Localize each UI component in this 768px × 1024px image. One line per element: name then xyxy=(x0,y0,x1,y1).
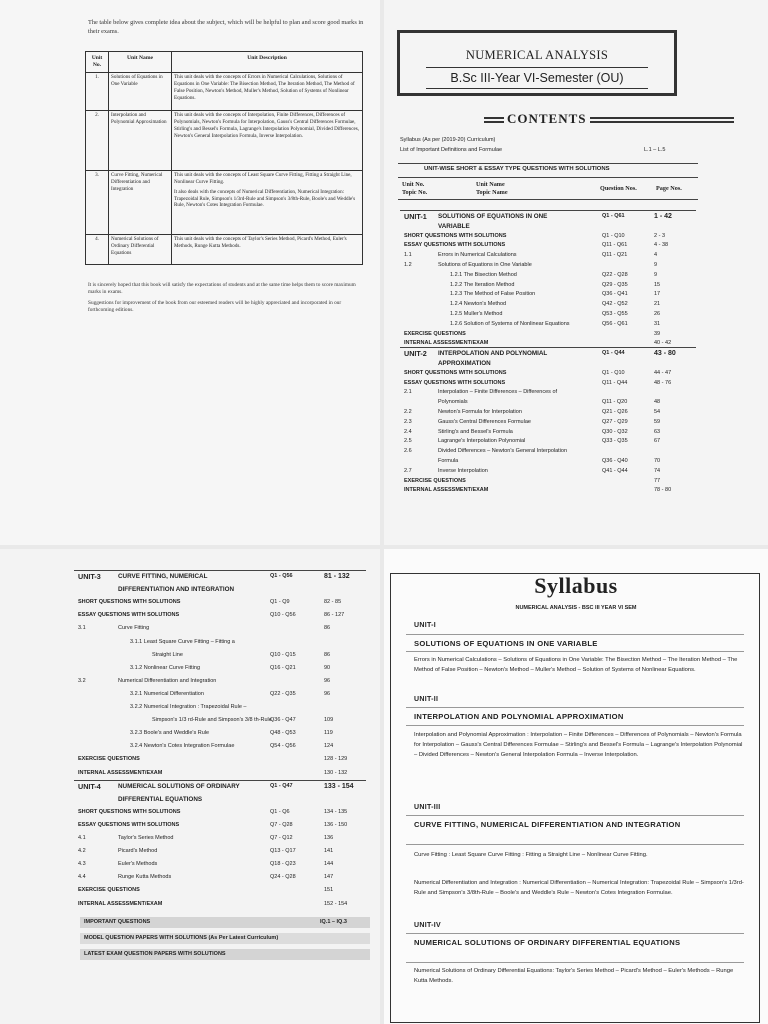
intro-text: The table below gives complete idea about the subject, which will be helpful to plan and score good marks in their exams. xyxy=(88,19,364,35)
col-unit-name: Unit Name xyxy=(109,52,172,73)
page-unit-overview xyxy=(0,0,380,545)
page-range: 48 xyxy=(654,399,661,406)
unit-description-part1: This unit deals with the concepts of Least Square Curve Fitting, Fitting a Straight Line, Nonlinear Curve Fitting. xyxy=(174,171,352,185)
question-range: Q1 - Q44 xyxy=(602,350,625,357)
page-range: 9 xyxy=(654,262,658,268)
topic-name: Lagrange's Interpolation Polynomial xyxy=(438,438,526,445)
unit-number: UNIT-4 xyxy=(78,781,101,791)
unit-no: 1. xyxy=(86,72,109,110)
question-range: Q1 - Q6 xyxy=(270,808,290,815)
topic-number: 3.1 xyxy=(78,625,86,632)
unit-title: DIFFERENTIAL EQUATIONS xyxy=(118,795,203,803)
page-syllabus xyxy=(384,549,768,1024)
question-range: Q7 - Q28 xyxy=(270,821,293,828)
section-label: SHORT QUESTIONS WITH SOLUTIONS xyxy=(78,808,181,815)
question-range: Q11 - Q21 xyxy=(602,252,628,259)
page-range: 2 - 3 xyxy=(654,232,666,239)
question-range: Q1 - Q10 xyxy=(602,232,625,239)
question-range: Q21 - Q26 xyxy=(602,409,628,415)
topic-number: 3.2 xyxy=(78,677,86,684)
page-range: 1 - 42 xyxy=(654,213,672,220)
contents-title: CONTENTS xyxy=(504,111,590,127)
topic-number: 2.4 xyxy=(404,428,412,435)
unit-title: CURVE FITTING, NUMERICAL DIFFERENTIATION AND INTEGRATION xyxy=(414,820,681,829)
section-label: EXERCISE QUESTIONS xyxy=(78,756,140,763)
page-range: 133 - 154 xyxy=(324,782,354,790)
page-range: 130 - 132 xyxy=(324,769,348,776)
section-label: EXERCISE QUESTIONS xyxy=(78,887,140,894)
topic-number: 2.3 xyxy=(404,418,412,425)
page-range: 74 xyxy=(654,467,661,474)
unit-label: UNIT-III xyxy=(414,804,441,811)
page-range: 119 xyxy=(324,730,333,737)
page-range: 39 xyxy=(654,330,661,337)
topic-name: Gauss's Central Differences Formulae xyxy=(438,418,531,425)
question-range: Q33 - Q35 xyxy=(602,438,628,445)
unit-title: SOLUTIONS OF EQUATIONS IN ONE xyxy=(438,213,548,220)
page-range: 82 - 85 xyxy=(324,599,342,606)
table-row xyxy=(86,110,363,170)
section-label: SHORT QUESTIONS WITH SOLUTIONS xyxy=(78,599,181,606)
page-range: 147 xyxy=(324,874,334,881)
unit-description: This unit deals with the concepts of Taylor's Series Method, Picard's Method, Euler's Methods, Runge Kutta Methods. xyxy=(172,234,363,264)
section-label: SHORT QUESTIONS WITH SOLUTIONS xyxy=(404,232,507,239)
page-range: 81 - 132 xyxy=(324,573,350,580)
question-range: Q30 - Q32 xyxy=(602,428,628,435)
divider xyxy=(398,199,698,200)
topic-name: 1.2.3 The Method of False Position xyxy=(450,291,536,298)
page-range: 151 xyxy=(324,887,334,894)
topic-name: Solutions of Equations in One Variable xyxy=(438,262,532,268)
page-range: 26 xyxy=(654,311,661,317)
unit-divider xyxy=(400,210,696,211)
page-range: 86 xyxy=(324,625,331,632)
question-range: Q1 - Q47 xyxy=(270,782,293,789)
page-contents xyxy=(384,0,768,545)
question-range: Q56 - Q61 xyxy=(602,320,628,327)
syllabus-title: Syllabus xyxy=(534,573,618,598)
table-row xyxy=(86,234,363,264)
page-range: 40 - 42 xyxy=(654,340,672,347)
topic-name: Formula xyxy=(438,458,459,464)
question-range: Q48 - Q53 xyxy=(270,730,296,737)
unit-label: UNIT-II xyxy=(414,696,439,703)
unit-number: UNIT-3 xyxy=(78,572,101,581)
question-range: Q11 - Q44 xyxy=(602,379,628,386)
topic-name: 1.2.4 Newton's Method xyxy=(450,301,507,308)
topic-number: 2.1 xyxy=(404,389,412,396)
col-page-nos: Page Nos. xyxy=(656,185,682,192)
question-range: Q53 - Q55 xyxy=(602,311,628,317)
unit-description-part2: It also deals with the concepts of Numerical Differentiation, Numerical Integration: Trapezoidal Rule, Simpson's 1/3rd-Rule and Simpson's 3/8th-Rule, Boole's and Weddle's Rule, Newton's Cotes Integration Formulae. xyxy=(174,188,356,209)
section-label: ESSAY QUESTIONS WITH SOLUTIONS xyxy=(404,242,506,249)
question-range: Q36 - Q41 xyxy=(602,291,628,298)
page-range: 128 - 129 xyxy=(324,756,348,763)
topic-name: Numerical Differentiation and Integration xyxy=(118,677,217,684)
divider xyxy=(398,163,698,164)
page-range: 124 xyxy=(324,743,334,750)
topic-name: Errors in Numerical Calculations xyxy=(438,252,517,259)
unit-no: 2. xyxy=(86,110,109,170)
question-range: Q22 - Q35 xyxy=(270,690,296,697)
page-range: 144 xyxy=(324,861,334,868)
unit-description xyxy=(172,170,363,234)
topic-name: 1.2.5 Muller's Method xyxy=(450,311,503,317)
topic-name: 1.2.2 The Iteration Method xyxy=(450,281,515,288)
table-row xyxy=(86,72,363,110)
question-range: Q41 - Q44 xyxy=(602,467,628,474)
section-label: ESSAY QUESTIONS WITH SOLUTIONS xyxy=(78,821,180,828)
topic-name: 1.2.6 Solution of Systems of Nonlinear Equations xyxy=(450,320,570,327)
page-range: 15 xyxy=(654,281,661,288)
topic-number: 4.1 xyxy=(78,835,86,841)
topic-name: 3.1.1 Least Square Curve Fitting – Fitting a xyxy=(130,638,235,645)
unit-divider xyxy=(74,780,366,781)
unit-text: Numerical Solutions of Ordinary Differential Equations: Taylor's Series Method – Picard's Method – Euler's Methods – Runge Kutta Methods. xyxy=(414,968,734,984)
question-range: Q54 - Q56 xyxy=(270,743,296,750)
unit-divider xyxy=(400,347,696,348)
unit-title: NUMERICAL SOLUTIONS OF ORDINARY DIFFERENTIAL EQUATIONS xyxy=(414,938,681,947)
syllabus-subtitle: NUMERICAL ANALYSIS - BSC III YEAR VI SEM xyxy=(515,605,637,611)
topic-number: 1.1 xyxy=(404,252,412,259)
page-range: 109 xyxy=(324,717,334,724)
topic-name: 3.2.1 Numerical Differentiation xyxy=(130,690,204,697)
col-topic-no: Topic No. xyxy=(402,189,428,196)
question-range: Q1 - Q56 xyxy=(270,573,293,579)
separator xyxy=(406,844,744,845)
question-range: Q1 - Q9 xyxy=(270,599,290,606)
model-papers-label: MODEL QUESTION PAPERS WITH SOLUTIONS (As Per Latest Curriculum) xyxy=(80,933,370,944)
question-range: Q10 - Q56 xyxy=(270,612,296,619)
topic-name: 3.2.2 Numerical Integration : Trapezoidal Rule – xyxy=(130,704,247,710)
page-range: 70 xyxy=(654,458,661,464)
topic-number: 2.5 xyxy=(404,438,412,445)
col-unit-name: Unit Name xyxy=(476,181,505,188)
page-range: 77 xyxy=(654,477,661,484)
important-questions-label: IMPORTANT QUESTIONS xyxy=(84,919,151,925)
unit-title: DIFFERENTIATION AND INTEGRATION xyxy=(118,586,235,594)
unit-title: CURVE FITTING, NUMERICAL xyxy=(118,573,208,580)
unit-text: Interpolation and Polynomial Approximation : Interpolation – Finite Differences – Differences of Polynomials – Newton's Formula for Interpolation – Gauss's Central Differences Formulae – Stirling's and Bessel's Formula – Lagrange's Interpolation Polynomial – Divided Differences – Newton's General Interpolation Formula – Inverse Interpolation. xyxy=(414,732,743,758)
page-range: 152 - 154 xyxy=(324,900,348,907)
page-range: 78 - 80 xyxy=(654,487,672,494)
section-label: SHORT QUESTIONS WITH SOLUTIONS xyxy=(404,369,507,376)
topic-number: 4.3 xyxy=(78,861,86,868)
table-row xyxy=(86,170,363,234)
separator xyxy=(406,962,744,963)
question-range: Q42 - Q52 xyxy=(602,301,628,308)
topic-number: 4.4 xyxy=(78,874,86,881)
section-label: INTERNAL ASSESSMENT/EXAM xyxy=(78,900,163,907)
question-range: Q27 - Q29 xyxy=(602,418,628,425)
definitions-pages: L.1 – L.5 xyxy=(644,147,666,153)
page-range: 48 - 76 xyxy=(654,379,672,386)
page-range: 31 xyxy=(654,320,661,327)
unit-title: INTERPOLATION AND POLYNOMIAL xyxy=(438,350,548,358)
topic-number: 4.2 xyxy=(78,848,86,855)
topic-name: Picard's Method xyxy=(118,848,158,855)
unit-name: Interpolation and Polynomial Approximation xyxy=(109,110,172,170)
unit-name: Solutions of Equations in One Variable xyxy=(109,72,172,110)
question-range: Q36 - Q47 xyxy=(270,717,296,724)
question-range: Q11 - Q20 xyxy=(602,399,628,406)
unit-title: VARIABLE xyxy=(438,222,470,230)
question-range: Q22 - Q28 xyxy=(602,271,628,278)
question-range: Q18 - Q23 xyxy=(270,861,296,868)
unit-title: NUMERICAL SOLUTIONS OF ORDINARY xyxy=(118,782,240,790)
question-range: Q1 - Q61 xyxy=(602,213,625,219)
page-range: 44 - 47 xyxy=(654,369,672,376)
col-unit-no: Unit No. xyxy=(86,52,109,73)
unit-no: 3. xyxy=(86,170,109,234)
note-suggestions: Suggestions for improvement of the book from our esteemed readers will be highly appreciated and incorporated in our forthcoming editions. xyxy=(88,300,342,313)
page-range: 141 xyxy=(324,848,334,855)
question-range: Q1 - Q10 xyxy=(602,369,625,376)
unit-title: INTERPOLATION AND POLYNOMIAL APPROXIMATION xyxy=(414,712,624,721)
page-range: 4 - 38 xyxy=(654,242,669,249)
unit-title: APPROXIMATION xyxy=(438,360,491,367)
topic-name: Interpolation – Finite Differences – Differences of xyxy=(438,389,558,396)
topic-number: 2.6 xyxy=(404,448,412,455)
divider xyxy=(398,177,698,178)
table-header-row xyxy=(86,52,363,73)
title-frame xyxy=(397,30,677,96)
question-range: Q13 - Q17 xyxy=(270,848,296,855)
unit-divider xyxy=(74,570,366,571)
question-range: Q36 - Q40 xyxy=(602,458,628,464)
unit-label: UNIT-IV xyxy=(414,922,441,929)
question-range: Q7 - Q12 xyxy=(270,835,293,841)
section-label: ESSAY QUESTIONS WITH SOLUTIONS xyxy=(404,379,506,386)
definitions-label: List of Important Definitions and Formulae xyxy=(400,147,503,153)
page-range: 21 xyxy=(654,301,661,308)
separator xyxy=(406,815,744,816)
unit-description: This unit deals with the concepts of Interpolation, Finite Differences, Differences of Polynomials, Newton's Formula for Interpolation, Gauss's Central Differences Formulae, Stirling's and Bessel's Formula, Lagrange's Interpolation Polynomial, Divided Differences, Newton's General Interpolation Formula, Inverse Interpolation. xyxy=(172,110,363,170)
page-range: 67 xyxy=(654,438,661,445)
unit-label: UNIT-I xyxy=(414,622,437,629)
topic-name: Euler's Methods xyxy=(118,861,158,868)
page-range: 54 xyxy=(654,409,661,415)
syllabus-label: Syllabus (As per (2019-20) Curriculum) xyxy=(400,137,496,143)
book-title: NUMERICAL ANALYSIS xyxy=(465,48,609,62)
separator xyxy=(406,933,744,934)
page-range: 86 xyxy=(324,651,331,658)
unit-number: UNIT-2 xyxy=(404,349,427,359)
page-range: 43 - 80 xyxy=(654,350,676,358)
topic-name: Polynomials xyxy=(438,399,468,406)
section-label: INTERNAL ASSESSMENT/EXAM xyxy=(404,487,489,494)
topic-name: Newton's Formula for Interpolation xyxy=(438,409,522,415)
section-label: EXERCISE QUESTIONS xyxy=(404,477,466,484)
page-range: 136 - 150 xyxy=(324,821,348,828)
topic-number: 2.7 xyxy=(404,467,412,474)
unit-overview-table xyxy=(85,51,363,265)
col-topic-name: Topic Name xyxy=(476,189,508,196)
page-range: 134 - 135 xyxy=(324,808,348,815)
page-range: 96 xyxy=(324,677,331,684)
separator xyxy=(406,707,744,708)
col-unit-no: Unit No. xyxy=(402,181,425,188)
topic-name: 1.2.1 The Bisection Method xyxy=(450,271,517,278)
topic-name: 3.2.3 Boole's and Weddle's Rule xyxy=(130,730,210,737)
topic-name: Runge Kutta Methods xyxy=(118,874,172,881)
latest-papers-label: LATEST EXAM QUESTION PAPERS WITH SOLUTIONS xyxy=(80,949,370,960)
topic-name: Inverse Interpolation xyxy=(438,467,488,474)
topic-name: 3.1.2 Nonlinear Curve Fitting xyxy=(130,664,201,671)
page-range: 17 xyxy=(654,291,661,298)
important-questions-row xyxy=(80,917,370,928)
col-question-nos: Question Nos. xyxy=(600,185,637,192)
topic-name: 3.2.4 Newton's Cotes Integration Formulae xyxy=(130,743,235,750)
unit-text: Curve Fitting : Least Square Curve Fitting : Fitting a Straight Line – Nonlinear Curve Fitting. xyxy=(414,852,648,858)
page-range: 4 xyxy=(654,252,658,259)
page-range: 63 xyxy=(654,428,661,435)
section-label: EXERCISE QUESTIONS xyxy=(404,330,466,337)
book-subtitle: B.Sc III-Year VI-Semester (OU) xyxy=(450,71,624,85)
section-label: INTERNAL ASSESSMENT/EXAM xyxy=(78,769,163,776)
section-label: ESSAY QUESTIONS WITH SOLUTIONS xyxy=(78,612,180,619)
page-range: 90 xyxy=(324,664,331,671)
topic-name: Curve Fitting xyxy=(118,625,150,632)
separator xyxy=(406,634,744,635)
unitwise-heading: UNIT-WISE SHORT & ESSAY TYPE QUESTIONS WITH SOLUTIONS xyxy=(424,166,610,172)
question-range: Q11 - Q61 xyxy=(602,242,628,249)
unit-name: Curve Fitting, Numerical Differentiation and Integration xyxy=(109,170,172,234)
note-hope: It is sincerely hoped that this book will satisfy the expectations of students and at the same time helps them to score maximum marks in exams. xyxy=(88,282,356,295)
unit-name: Numerical Solutions of Ordinary Differential Equations xyxy=(109,234,172,264)
separator xyxy=(406,725,744,726)
title-divider xyxy=(426,67,648,68)
question-range: Q10 - Q15 xyxy=(270,651,296,658)
important-questions-pages: IQ.1 – IQ.3 xyxy=(320,919,347,925)
page-range: 86 - 127 xyxy=(324,612,345,619)
page-range: 96 xyxy=(324,690,331,697)
unit-title: SOLUTIONS OF EQUATIONS IN ONE VARIABLE xyxy=(414,639,598,648)
page-contents-continued xyxy=(0,549,380,1024)
topic-name: Taylor's Series Method xyxy=(118,835,174,841)
question-range: Q16 - Q21 xyxy=(270,664,296,671)
topic-name: Straight Line xyxy=(152,651,183,658)
separator xyxy=(406,651,744,652)
page-range: 9 xyxy=(654,271,658,278)
col-unit-description: Unit Description xyxy=(172,52,363,73)
topic-number: 1.2 xyxy=(404,262,412,268)
topic-name: Divided Differences – Newton's General Interpolation xyxy=(438,448,568,455)
page-range: 59 xyxy=(654,418,661,425)
question-range: Q29 - Q35 xyxy=(602,281,628,288)
unit-text-continued: Numerical Differentiation and Integration : Numerical Differentiation – Numerical Integration: Trapezoidal Rule – Simpson's 1/3rd-Rule and Simpson's 3/8th-Rule – Boole's and Weddle's Rule – Newton's Cotes Integration Formulae. xyxy=(414,880,744,896)
unit-description: This unit deals with the concepts of Errors in Numerical Calculations, Solutions of Equations in One Variable: The Bisection Method, The Iteration Method, The Method of False Position, Newton's Method, Muller's Method, Solution of Systems of Nonlinear Equations. xyxy=(172,72,363,110)
topic-name: Stirling's and Bessel's Formula xyxy=(438,428,513,435)
topic-number: 2.2 xyxy=(404,409,412,415)
topic-name: Simpson's 1/3 rd-Rule and Simpson's 3/8 th-Rule xyxy=(152,717,272,724)
unit-number: UNIT-1 xyxy=(404,212,427,221)
title-divider xyxy=(426,88,648,89)
contents-heading xyxy=(484,111,734,129)
question-range: Q24 - Q28 xyxy=(270,874,296,881)
unit-no: 4. xyxy=(86,234,109,264)
page-range: 136 xyxy=(324,835,334,841)
section-label: INTERNAL ASSESSMENT/EXAM xyxy=(404,340,489,347)
unit-text: Errors in Numerical Calculations – Solutions of Equations in One Variable: The Bisection Method – The Iteration Method – The Method of False Position – Newton's Method – Muller's Method – Solution of Systems of Nonlinear Equations. xyxy=(414,657,738,673)
